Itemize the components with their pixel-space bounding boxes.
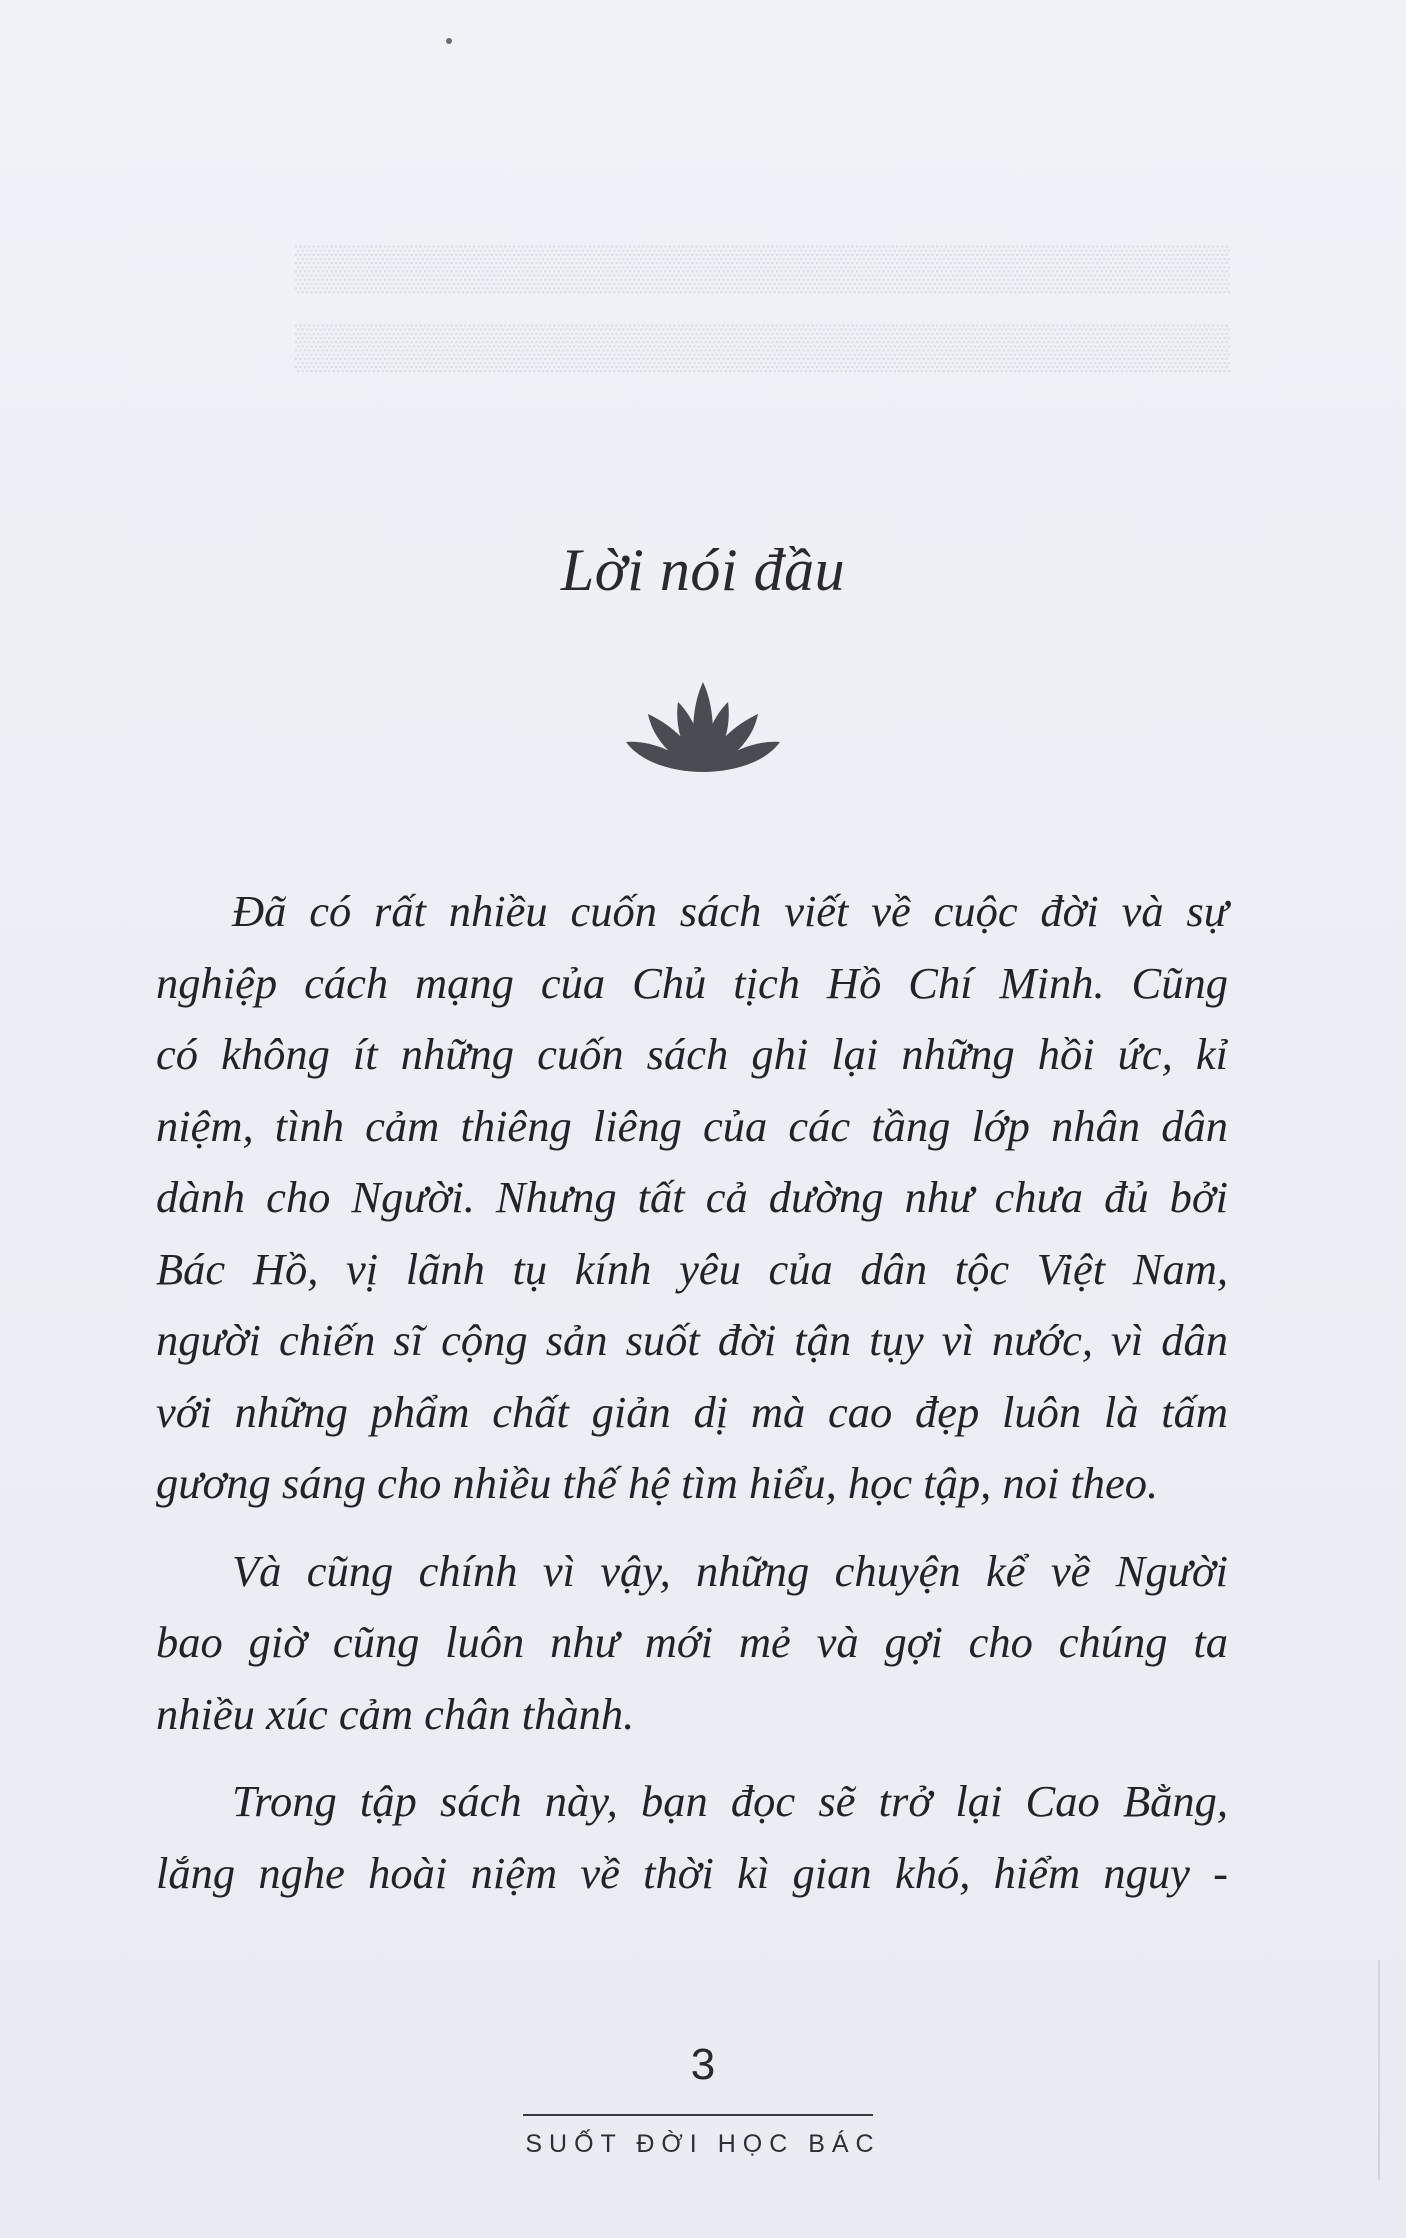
page-number: 3 bbox=[690, 2040, 716, 2089]
chapter-heading: Lời nói đầu bbox=[560, 537, 846, 603]
paragraph-3 bbox=[156, 1766, 1228, 1909]
page-edge-shadow bbox=[1378, 1960, 1380, 2180]
text-line: Và cũng chính vì vậy, những chuyện kể về Người bbox=[232, 1545, 1228, 1596]
text-line: bao giờ cũng luôn như mới mẻ và gợi cho chúng ta bbox=[156, 1617, 1228, 1667]
text-line: Trong tập sách này, bạn đọc sẽ trở lại Cao Bằng, bbox=[232, 1776, 1228, 1826]
text-line: lắng nghe hoài niệm về thời kì gian khó, hiểm nguy - bbox=[156, 1847, 1228, 1898]
text-line: với những phẩm chất giản dị mà cao đẹp luôn là tấm bbox=[156, 1386, 1228, 1437]
text-line: có không ít những cuốn sách ghi lại những hồi ức, kỉ bbox=[156, 1029, 1228, 1079]
text-line: nhiều xúc cảm chân thành. bbox=[156, 1688, 635, 1739]
text-line: dành cho Người. Nhưng tất cả dường như chưa đủ bởi bbox=[156, 1172, 1228, 1222]
text-line: người chiến sĩ cộng sản suốt đời tận tụy vì nước, vì dân bbox=[156, 1315, 1228, 1365]
paragraph-2 bbox=[156, 1536, 1228, 1751]
preface-body bbox=[156, 876, 1228, 1925]
text-line: gương sáng cho nhiều thế hệ tìm hiểu, học tập, noi theo. bbox=[156, 1458, 1159, 1508]
lotus-ornament-icon bbox=[624, 680, 782, 776]
running-footer-book-title: SUỐT ĐỜI HỌC BÁC bbox=[525, 2130, 881, 2158]
text-line: nghiệp cách mạng của Chủ tịch Hồ Chí Minh. Cũng bbox=[156, 957, 1228, 1008]
footer-divider bbox=[523, 2114, 873, 2116]
text-line: Đã có rất nhiều cuốn sách viết về cuộc đời và sự bbox=[232, 886, 1228, 936]
paper-speck bbox=[446, 38, 452, 44]
text-line: niệm, tình cảm thiêng liêng của các tầng lớp nhân dân bbox=[156, 1100, 1228, 1151]
reverse-side-show-through: ▒▒▒▒▒▒▒▒▒▒▒▒▒▒▒▒▒▒▒▒▒▒▒▒▒▒▒▒▒▒ ▒▒▒▒▒▒▒▒▒▒▒▒▒▒▒▒▒▒▒▒▒▒▒▒▒▒▒▒▒▒ bbox=[294, 243, 1230, 371]
text-line: Bác Hồ, vị lãnh tụ kính yêu của dân tộc Việt Nam, bbox=[156, 1243, 1228, 1294]
paragraph-1 bbox=[156, 876, 1228, 1520]
